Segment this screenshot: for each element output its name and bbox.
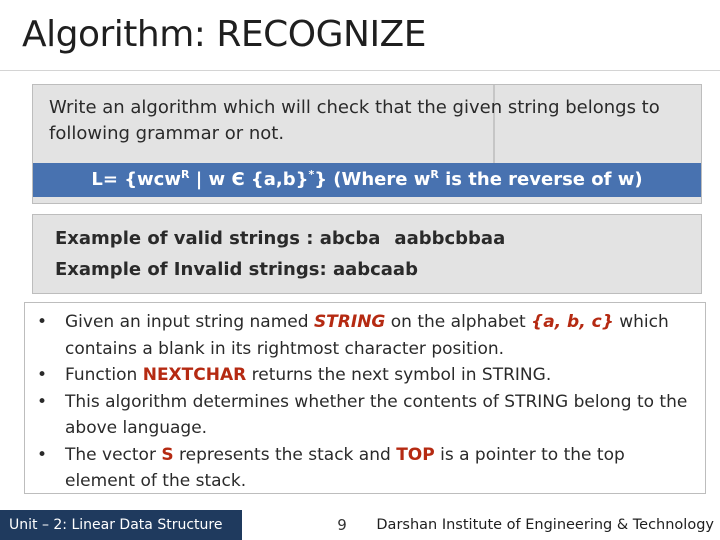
invalid-examples — [55, 259, 418, 280]
bullet-text: Given an input string named — [65, 312, 314, 332]
examples-box — [32, 214, 702, 294]
question-text: Write an algorithm which will check that the given string belongs to following grammar or not. — [49, 97, 660, 144]
keyword-s: S — [161, 444, 174, 465]
slide-title: Algorithm: RECOGNIZE — [22, 14, 426, 55]
bullet-text: The vector — [65, 444, 162, 465]
invalid-example-1: aabcaab — [332, 259, 418, 280]
page-number: 9 — [337, 516, 347, 534]
lang-sup-r2: R — [430, 168, 439, 181]
language-definition — [33, 163, 701, 197]
valid-example-1: abcba — [319, 228, 381, 249]
list-item — [37, 309, 695, 362]
valid-example-2: aabbcbbaa — [394, 228, 506, 249]
bullet-text: on the alphabet — [385, 312, 532, 332]
list-item — [37, 362, 695, 389]
bullet-text: Function — [65, 365, 143, 385]
list-item — [37, 389, 695, 442]
bullet-text: returns the next symbol in STRING. — [246, 365, 552, 385]
lang-prefix: L= {wcw — [91, 169, 181, 190]
bullet-icon: • — [37, 365, 48, 385]
valid-label: Example of valid strings : — [55, 228, 320, 249]
question-box — [32, 84, 702, 204]
bullet-text: which contains a blank in its rightmost character position. — [65, 312, 669, 359]
bullet-list — [25, 303, 705, 495]
lang-mid: | w Є {a,b} — [189, 169, 309, 190]
keyword-top: TOP — [396, 444, 435, 465]
bullet-icon: • — [37, 312, 48, 332]
lang-sup-star: * — [308, 168, 315, 181]
bullet-text: represents the stack and — [173, 444, 397, 465]
bullet-icon: • — [37, 444, 48, 465]
title-divider — [0, 70, 720, 71]
bullet-text: This algorithm determines whether the contents of STRING belong to the above language. — [65, 391, 688, 438]
lang-suffix: is the reverse of w) — [438, 169, 643, 190]
lang-mid2: } (Where w — [314, 169, 431, 190]
slide-footer — [0, 510, 720, 540]
keyword-nextchar: NEXTCHAR — [142, 365, 247, 385]
valid-examples — [55, 228, 505, 249]
bullet-icon: • — [37, 391, 48, 412]
keyword-string: STRING — [313, 312, 386, 332]
lang-sup-r1: R — [180, 168, 190, 181]
description-box — [24, 302, 706, 494]
footer-unit-label: Unit – 2: Linear Data Structure — [0, 510, 242, 540]
footer-institute: Darshan Institute of Engineering & Technology — [376, 517, 714, 533]
invalid-label: Example of Invalid strings: — [55, 259, 333, 280]
keyword-alphabet: {a, b, c} — [531, 312, 614, 332]
bullet-text: is a pointer to the top element of the stack. — [65, 444, 625, 491]
list-item — [37, 442, 695, 495]
